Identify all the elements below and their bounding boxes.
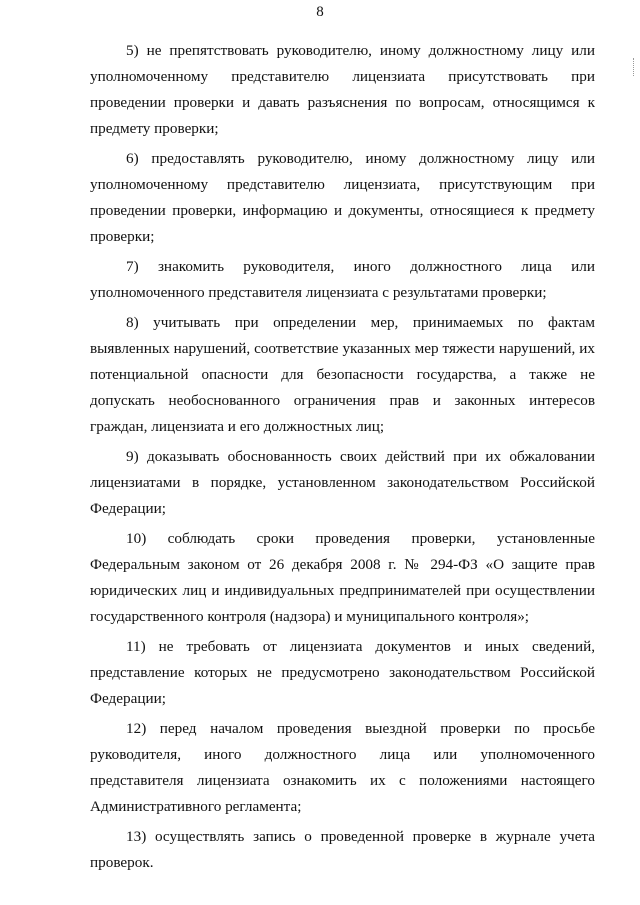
paragraph-item-11: 11) не требовать от лицензиата документов и иных сведений, представление которых не предусмотрено законодательством Российской Федерации;: [90, 638, 595, 707]
scan-edge-mark: [633, 58, 640, 76]
paragraph-item-8: 8) учитывать при определении мер, принимаемых по фактам выявленных нарушений, соответствие указанных мер тяжести нарушений, их потенциальной опасности для безопасности государства, а также не допускать необоснованного ограничения прав и законных интересов граждан, лицензиата и его должностных лиц;: [90, 314, 595, 435]
paragraph-item-6: 6) предоставлять руководителю, иному должностному лицу или уполномоченному представителю лицензиата, присутствующим при проведении проверки, информацию и документы, относящиеся к предмету проверки;: [90, 150, 595, 245]
page-number: 8: [316, 4, 324, 20]
paragraph-item-13: 13) осуществлять запись о проведенной проверке в журнале учета проверок.: [90, 828, 595, 871]
paragraph-item-7: 7) знакомить руководителя, иного должностного лица или уполномоченного представителя лицензиата с результатами проверки;: [90, 258, 595, 301]
document-body: [90, 38, 595, 880]
paragraph-item-10: 10) соблюдать сроки проведения проверки, установленные Федеральным законом от 26 декабря 2008 г. № 294-ФЗ «О защите прав юридических лиц и индивидуальных предпринимателей при осуществлении государственного контроля (надзора) и муниципального контроля»;: [90, 530, 595, 625]
paragraph-item-9: 9) доказывать обоснованность своих действий при их обжаловании лицензиатами в порядке, установленном законодательством Российской Федерации;: [90, 448, 595, 517]
paragraph-item-12: 12) перед началом проведения выездной проверки по просьбе руководителя, иного должностного лица или уполномоченного представителя лицензиата ознакомить их с положениями настоящего Административного регламента;: [90, 720, 595, 815]
paragraph-item-5: 5) не препятствовать руководителю, иному должностному лицу или уполномоченному представителю лицензиата присутствовать при проведении проверки и давать разъяснения по вопросам, относящимся к предмету проверки;: [90, 42, 595, 137]
